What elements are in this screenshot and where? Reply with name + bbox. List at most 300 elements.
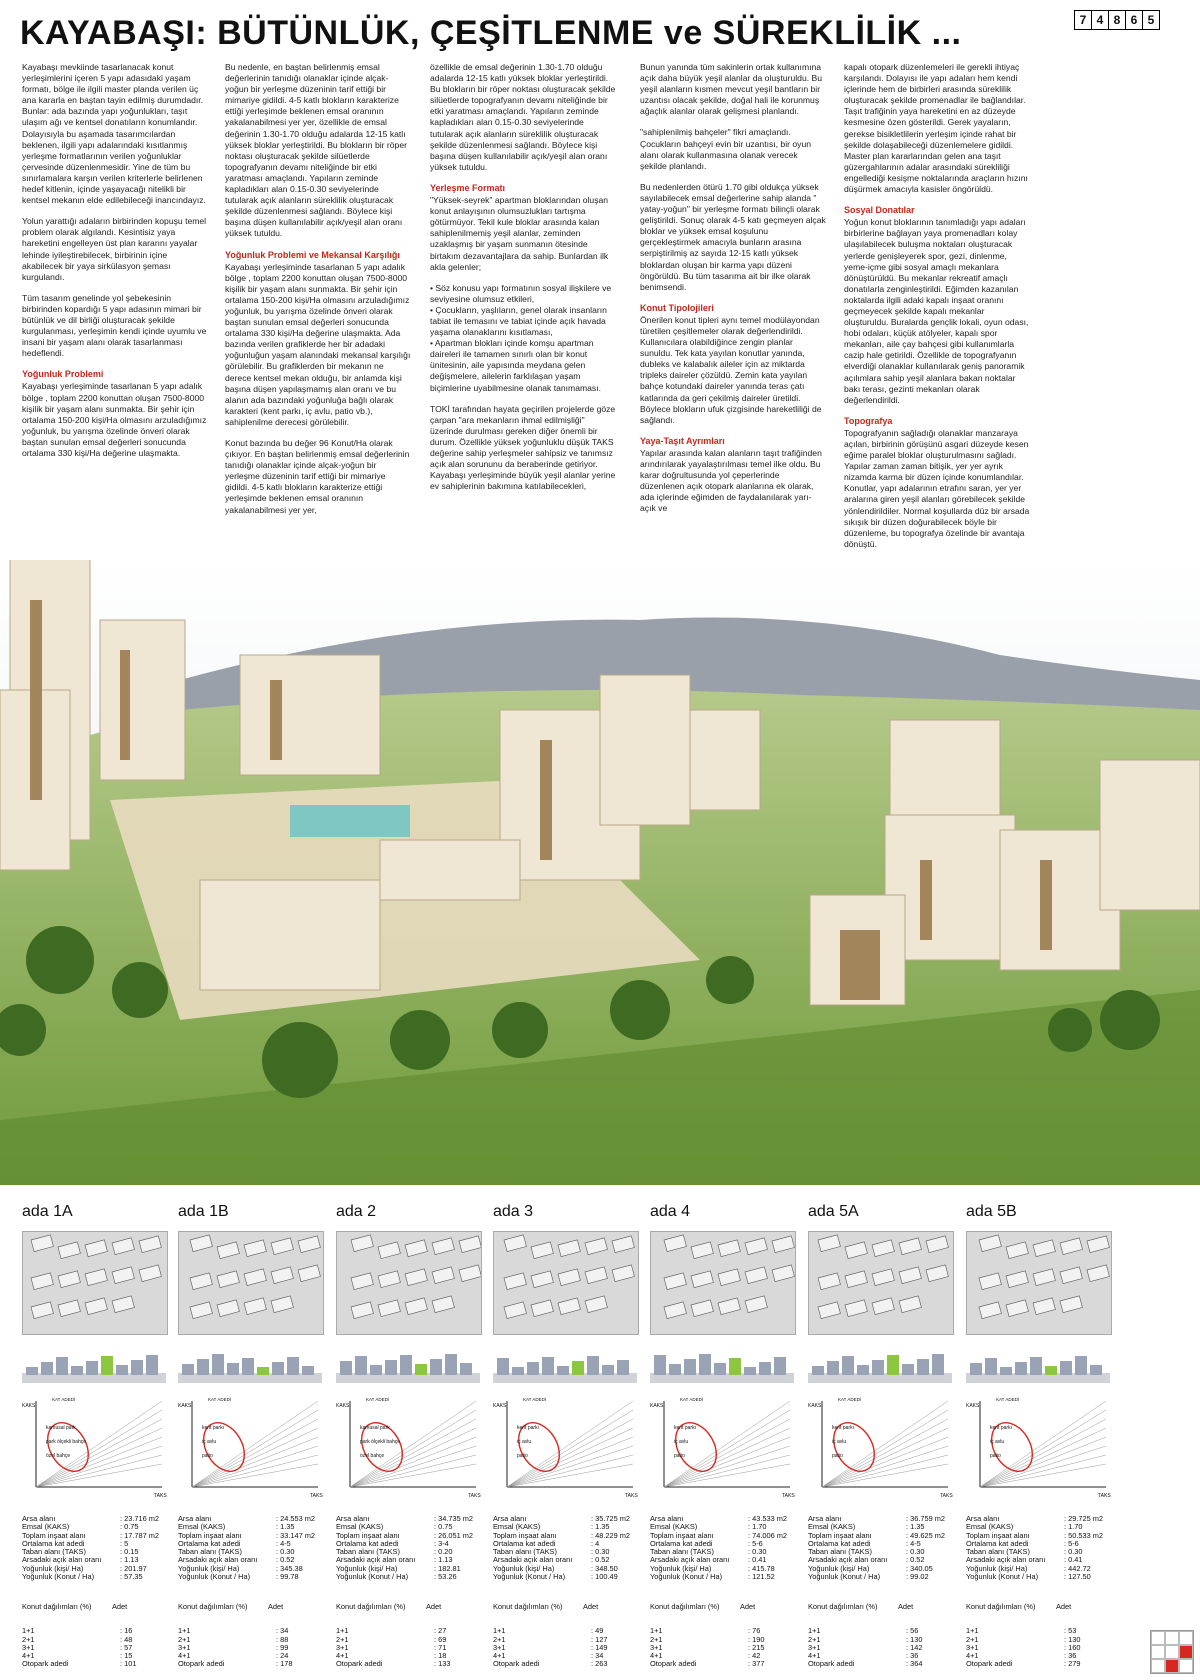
ada-stats [808, 1515, 968, 1581]
graph-top-label: KAT ADEDİ [523, 1397, 547, 1402]
distribution-count: : 364 [906, 1659, 923, 1669]
stat-label: Taban alanı (TAKS) [650, 1547, 714, 1557]
stat-value: : 0.30 [591, 1547, 610, 1557]
distribution-unit: Adet [1056, 1602, 1072, 1611]
graph-zone-label: iç avlu [990, 1439, 1005, 1445]
stat-label: Taban alanı (TAKS) [808, 1547, 872, 1557]
graph-zone-label: patio [990, 1453, 1001, 1459]
unit-distribution [808, 1603, 968, 1669]
poster-title: KAYABAŞI: BÜTÜNLÜK, ÇEŞİTLENME ve SÜREKLİLİK ... [20, 14, 962, 52]
site-model-image [966, 1231, 1112, 1335]
distribution-row [493, 1627, 653, 1635]
distribution-type: Otopark adedi [808, 1659, 855, 1669]
stat-value: : 0.75 [120, 1522, 139, 1532]
site-model-image [336, 1231, 482, 1335]
text-columns [22, 62, 1182, 622]
stat-value: : 36.759 m2 [906, 1514, 946, 1523]
distribution-type: 2+1 [22, 1634, 35, 1644]
graph-zone-label: özel bahçe [360, 1453, 385, 1459]
distribution-type: 3+1 [966, 1642, 979, 1652]
stat-value: : 53.26 [434, 1572, 457, 1582]
unit-distribution [178, 1603, 338, 1669]
paragraph: "Yüksek-seyrek" apartman bloklarından oluşan konut anlayışının olumsuzlukları tartışma götürmüyor. Tekil kule bloklar arasında kalan sahiplenilmemiş yeşil alanlar, zeminden uzaklaşmış bir yaşam sunmanın ötesinde birtakım dezavantajlara da sahip. Bunlardan ilk akla gelenler; [430, 195, 609, 272]
distribution-type: Otopark adedi [650, 1659, 697, 1669]
stat-label: Arsa alanı [966, 1514, 1000, 1523]
distribution-count: : 56 [906, 1626, 919, 1636]
stat-value: : 5 [120, 1538, 129, 1548]
ada-title: ada 5A [808, 1203, 859, 1220]
stat-label: Toplam inşaat alanı [22, 1530, 86, 1540]
paragraph: özellikle de emsal değerinin 1.30-1.70 olduğu adalarda 12-15 katlı yüksek bloklar yerleştirildi. Bu blokların bir röper noktası oluşturacak şekilde silüetlerde topografyanın devamı niteliğinde bir etki yaratması amaçlandı. Yapıların zeminde kapladıkları alan 0.15-0.30 seviyelerinde tutularak açık alanların süreklilik oluşturacak şekilde düzenlenmesi sağlandı. Böylece kişi başına düşen kullanılabilir açık/yeşil alan oranı yüksek tutuldu. [430, 62, 616, 172]
stat-value: : 1.35 [276, 1522, 295, 1532]
distribution-row [22, 1636, 182, 1644]
stat-value: : 1.35 [591, 1522, 610, 1532]
stat-label: Arsa alanı [808, 1514, 842, 1523]
distribution-type: Otopark adedi [22, 1659, 69, 1669]
site-model-image [178, 1231, 324, 1335]
distribution-count: : 178 [276, 1659, 293, 1669]
distribution-count: : 49 [591, 1626, 604, 1636]
paragraph: kapalı otopark düzenlemeleri ile gerekli ihtiyaç karşılandı. Dolayısı ile yapı adaları hem kendi içlerinde hem de birbirleri arasında süreklilik oluşturacak şekilde promenadlar ile bağlandılar. Taşıt trafiğinin yaya hareketini en az düzeyde kesmesine özen gösterildi. Gerek yayaların, gerekse bisikletlilerin yerleşim içinde rahat bir şekilde dolaşabileceği düzenlemelere gidildi. Master plan kararlarından gelen ana taşıt güzergahlarının adalar arasındaki sürekliliği engellediği kesişme noktalarında araçların hızını düşürmek amacıyla kasisler öngörüldü. [844, 62, 1028, 195]
stat-label: Yoğunluk (kişi/ Ha) [966, 1563, 1028, 1573]
graph-zone-label: patio [517, 1453, 528, 1459]
graph-zone-label: iç avlu [202, 1439, 217, 1445]
density-graph [808, 1395, 968, 1505]
stat-value: : 442.72 [1064, 1563, 1091, 1573]
distribution-label: Konut dağılımları (%) [22, 1602, 92, 1611]
graph-zone-label: patio [202, 1453, 213, 1459]
stat-label: Ortalama kat adedi [22, 1538, 85, 1548]
distribution-type: 3+1 [336, 1642, 349, 1652]
distribution-type: 3+1 [493, 1642, 506, 1652]
graph-y-label: KAKS [22, 1403, 36, 1409]
distribution-count: : 377 [748, 1659, 765, 1669]
graph-top-label: KAT ADEDİ [208, 1397, 232, 1402]
stat-label: Toplam inşaat alanı [808, 1530, 872, 1540]
distribution-count: : 149 [591, 1642, 608, 1652]
distribution-count: : 34 [591, 1651, 604, 1661]
stat-label: Yoğunluk (Konut / Ha) [336, 1572, 409, 1582]
distribution-count: : 24 [276, 1651, 289, 1661]
graph-zone-label: park ölçekli bahçe [360, 1439, 401, 1445]
graph-zone-label: kamusal park [46, 1425, 76, 1431]
corner-grid-mark [1150, 1630, 1194, 1674]
distribution-count: : 36 [906, 1651, 919, 1661]
stat-value: : 4-5 [276, 1538, 291, 1548]
graph-y-label: KAKS [178, 1403, 192, 1409]
graph-y-label: KAKS [650, 1403, 664, 1409]
stat-value: : 1.70 [1064, 1522, 1083, 1532]
stat-label: Arsadaki açık alan oranı [493, 1555, 573, 1565]
distribution-count: : 42 [748, 1651, 761, 1661]
stat-value: : 4 [591, 1538, 600, 1548]
distribution-row [650, 1627, 810, 1635]
stat-label: Toplam inşaat alanı [966, 1530, 1030, 1540]
distribution-header [966, 1603, 1126, 1611]
distribution-type: 4+1 [808, 1651, 821, 1661]
graph-top-label: KAT ADEDİ [366, 1397, 390, 1402]
stat-label: Arsadaki açık alan oranı [966, 1555, 1046, 1565]
stat-label: Ortalama kat adedi [966, 1538, 1029, 1548]
distribution-row [650, 1636, 810, 1644]
stat-label: Arsadaki açık alan oranı [22, 1555, 102, 1565]
paragraph: • Söz konusu yapı formatının sosyal ilişkilere ve seviyesine olumsuz etkileri, • Çocukların, yaşlıların, genel olarak insanların tabiat ile temasını ve tabiat içinde açık havada yaşama olanaklarını kısıtlaması, • Apartman blokları içinde komşu apartman daireleri ile tamamen sınırlı olan bir konut ünitesinin, aile yapısında meydana gelen değişmelere, ailelerin farklılaşan yaşam biçimlerine uyabilmesine olanak tanımaması. [430, 282, 612, 393]
graph-zone-label: iç avlu [517, 1439, 532, 1445]
stat-label: Yoğunluk (Konut / Ha) [493, 1572, 566, 1582]
stat-value: : 50.533 m2 [1064, 1530, 1104, 1540]
paragraph: Yapılar arasında kalan alanların taşıt trafiğinden arındırılarak yayalaştırılması temel ilke oldu. Bu karar doğrultusunda yol çeperlerinde düzenlenen açık otopark alanlarına ek olarak, ada içlerinde eğimden de faydalanılarak yarı-açık ve [640, 447, 822, 514]
section-heading: Topografya [844, 415, 893, 426]
density-graph [493, 1395, 653, 1505]
stat-value: : 121.52 [748, 1572, 775, 1582]
unit-distribution [493, 1603, 653, 1669]
distribution-type: 4+1 [336, 1651, 349, 1661]
distribution-type: 3+1 [808, 1642, 821, 1652]
code-digit: 8 [1109, 11, 1126, 29]
stat-value: : 23.716 m2 [120, 1514, 160, 1523]
aerial-rendering [0, 560, 1200, 1185]
stat-value: : 0.75 [434, 1522, 453, 1532]
ada-stats [966, 1515, 1126, 1581]
ada-title: ada 3 [493, 1203, 534, 1220]
distribution-count: : 76 [748, 1626, 761, 1636]
stat-label: Yoğunluk (Konut / Ha) [178, 1572, 251, 1582]
paragraph: Konut bazında bu değer 96 Konut/Ha olarak çıkıyor. En baştan belirlenmiş emsal değerlerinin tanıdığı olanaklar içinde alçak-yoğun bir yerleşme düzeninin tarif ettiği bir mimariye gidildi. 4-5 katlı blokların karakterize ettiği yerleşimde beklenen emsal oranının yakalanabilmesi yer yer, [225, 438, 410, 515]
stat-value: : 5-6 [1064, 1538, 1079, 1548]
stat-value: : 0.52 [276, 1555, 295, 1565]
text-column [844, 62, 1030, 626]
paragraph: Bu nedenle, en baştan belirlenmiş emsal değerlerinin tanıdığı olanaklar içinde alçak-yoğun bir yerleşme düzeninin tarif ettiği bir mimariye gidildi. 4-5 katlı blokların karakterize ettiği yerleşimde beklenen emsal oranının yakalanabilmesi yer yer, özellikle de emsal değerinin 1.30-1.70 olduğu adalarda 12-15 katlı yüksek bloklar yerleştirildi. Bu blokların bir röper noktası oluşturacak şekilde silüetlerde topografyanın devamı niteliğinde bir etki yaratması amaçlandı. Yapıların zeminde kapladıkları alan 0.15-0.30 seviyelerinde tutularak açık alanların süreklilik oluşturacak şekilde düzenlenmesi sağlandı. Böylece kişi başına düşen kullanılabilir açık/yeşil alan oranı yüksek tutuldu. [225, 62, 407, 239]
stat-label: Emsal (KAKS) [650, 1522, 698, 1532]
stat-value: : 5-6 [748, 1538, 763, 1548]
stat-label: Emsal (KAKS) [336, 1522, 384, 1532]
distribution-type: 1+1 [336, 1626, 349, 1636]
unit-distribution [22, 1603, 182, 1669]
stat-label: Yoğunluk (kişi/ Ha) [22, 1563, 84, 1573]
skyline-silhouette [808, 1345, 952, 1383]
distribution-type: 4+1 [650, 1651, 663, 1661]
distribution-row [966, 1644, 1126, 1652]
text-column [225, 62, 411, 526]
distribution-count: : 142 [906, 1642, 923, 1652]
paragraph: Önerilen konut tipleri aynı temel modülayondan türetilen çeşitlemeler olarak değerlendirildi. Kullanıcılara olabildiğince zengin planlar sunuldu. Tek kata yayılan konutlar yanında, dubleks ve kalabalık aileler için az miktarda tripleks daireler çözüldü. Zemin kata yayılan bahçe kotundaki daireler yanında teras çatı katlarında da geri çekilmiş daireler üretildi. Böylece blokların ufuk çizgisinde hareketliliği de sağlandı. [640, 314, 822, 425]
distribution-count: : 69 [434, 1634, 447, 1644]
distribution-row [808, 1644, 968, 1652]
stat-label: Taban alanı (TAKS) [493, 1547, 557, 1557]
distribution-count: : 130 [906, 1634, 923, 1644]
distribution-row [966, 1636, 1126, 1644]
distribution-row [178, 1636, 338, 1644]
distribution-unit: Adet [112, 1602, 128, 1611]
stat-value: : 24.553 m2 [276, 1514, 316, 1523]
graph-y-label: KAKS [966, 1403, 980, 1409]
paragraph: Bunun yanında tüm sakinlerin ortak kullanımına açık daha büyük yeşil alanlar da oluşturuldu. Bu yeşil alanların kısmen mevcut yeşil bantların bir uzantısı olacak şekilde, doğal hali ile korunmuş ağaçlık alanlar olarak gelişmesi planlandı. [640, 62, 823, 117]
ada-stats [336, 1515, 496, 1581]
distribution-row [808, 1660, 968, 1668]
distribution-row [336, 1636, 496, 1644]
stat-value: : 34.735 m2 [434, 1514, 474, 1523]
stat-value: : 17.787 m2 [120, 1530, 160, 1540]
paragraph: Topografyanın sağladığı olanaklar manzaraya açılan, birbirinin görüşünü asgari düzeyde kesen eğime paralel bloklar oluşturulmasını sağladı. Yapılar zaman zaman bitişik, yer yer ayrık nizamda karma bir düzen içinde konumlandılar. Konutlar, yapı adalarının etrafını saran, yer yer aralarına giren yeşil alanları görebilecek şekilde yönlendirildiler. Normal koşullarda düz bir arsada sıkışık bir düzen doğurabilecek böyle bir düzenleme, bu topografya özelinde bir avantaja dönüştü. [844, 427, 1030, 549]
section-heading: Yaya-Taşıt Ayrımları [640, 435, 725, 446]
section-heading: Sosyal Donatılar [844, 205, 915, 216]
graph-x-label: TAKS [940, 1493, 953, 1499]
skyline-silhouette [650, 1345, 794, 1383]
stat-label: Arsadaki açık alan oranı [808, 1555, 888, 1565]
density-graph [336, 1395, 496, 1505]
stat-value: : 1.13 [434, 1555, 453, 1565]
code-digit: 6 [1126, 11, 1143, 29]
paragraph: Yoğun konut bloklarının tanımladığı yapı adaları birbirlerine bağlayan yaya promenadları kolay ulaşılabilecek buluşma noktaları oluşturacak yerlerde genişleyerek spor, gezi, dinlenme, yeme-içme gibi sosyal amaçlı mekanlara dönüştürüldü. Bu mekanlar rekreatif amaçlı donatılarla zenginleştirildi. Eğimden kazanılan noktalarda ilgili adaki kapalı inşaat oranını geçmeyecek şekilde kapalı mekanlar oluşturuldu. Buralarda gençlik lokali, oyun odası, hobi odaları, küçük atölyeler, kapalı spor mekanları, aile çay bahçesi gibi kullanımlarla cazip hale getirildi. Özellikle de topografyanın elverdiği olanaklar kullanılarak geniş panoramik açılımlara sahip yeşil alanlara bakan noktalar bakı terası, gezinti mekanları olarak değerlendirildi. [844, 217, 1029, 405]
distribution-row [808, 1627, 968, 1635]
graph-top-label: KAT ADEDİ [680, 1397, 704, 1402]
stat-row [22, 1573, 182, 1581]
stat-label: Arsadaki açık alan oranı [178, 1555, 258, 1565]
distribution-count: : 53 [1064, 1626, 1077, 1636]
distribution-count: : 263 [591, 1659, 608, 1669]
paragraph: Bu nedenlerden ötürü 1.70 gibi oldukça yüksek sayılabilecek emsal değerlerine sahip alanda " yatay-yoğun" bir yerleşme formatı bilinçli olarak geliştirildi. Sonuç olarak 4-5 katı geçmeyen alçak bloklar ve yüksek emsal koşulunu gerçekleştirmek amacıyla bunların arasına serpiştirilmiş az sayıda 12-15 katlı yüksek bloklardan oluşan bir karma yapı düzeni öngörüldü. Bu tüm tasarıma ait bir ilke olarak benimsendi. [640, 181, 826, 292]
distribution-row [22, 1660, 182, 1668]
stat-value: : 29.725 m2 [1064, 1514, 1104, 1523]
stat-label: Arsa alanı [650, 1514, 684, 1523]
stat-label: Toplam inşaat alanı [178, 1530, 242, 1540]
stat-value: : 201.97 [120, 1563, 147, 1573]
density-graph [650, 1395, 810, 1505]
graph-y-label: KAKS [493, 1403, 507, 1409]
distribution-count: : 88 [276, 1634, 289, 1644]
distribution-count: : 133 [434, 1659, 451, 1669]
stat-label: Ortalama kat adedi [493, 1538, 556, 1548]
density-graph [178, 1395, 338, 1505]
ada-title: ada 5B [966, 1203, 1017, 1220]
graph-zone-label: park ölçekli bahçe [46, 1439, 87, 1445]
stat-value: : 4-5 [906, 1538, 921, 1548]
distribution-count: : 130 [1064, 1634, 1081, 1644]
distribution-type: 4+1 [493, 1651, 506, 1661]
stat-label: Yoğunluk (Konut / Ha) [650, 1572, 723, 1582]
ada-title: ada 4 [650, 1203, 691, 1220]
stat-value: : 3-4 [434, 1538, 449, 1548]
distribution-unit: Adet [740, 1602, 756, 1611]
stat-value: : 0.41 [748, 1555, 767, 1565]
stat-value: : 1.13 [120, 1555, 139, 1565]
stat-value: : 0.41 [1064, 1555, 1083, 1565]
paragraph: Kayabaşı mevkiinde tasarlanacak konut yerleşimlerini içeren 5 yapı adasıdaki yaşam formatı, bölge ile ilgili master planda verilen üç ana kararla en baştan tayin edilmiş durumdadır. Bunlar: ada bazında yapı yoğunlukları, taşıt ulaşım ağı ve kentsel donatıların konumlandır. Dolayısıyla bu aşamada tasarımcılardan beklenen, ilgili yapı adalarındaki kısıtlanmış yerleşme formatlarının verilen yoğunluklar çervesinde düzenlenmesidir. Yine de tüm bu sınırlamalara karşın verilen kriterlerle belirlenen hedef kitlenin, içinde yaşayacağı nitelikli bir kentsel mekanın elde edilebileceği inancındayız. [22, 62, 206, 206]
skyline-silhouette [22, 1345, 166, 1383]
paragraph: Yolun yarattığı adaların birbirinden kopuşu temel problem olarak algılandı. Kesintisiz yaya hareketini engelleyen üst plan kararını yayalar lehinde iyileştirebilecek, birbirinin içine akabilecek bir yaya sirkülasyon şeması kurgulandı. [22, 216, 207, 282]
section-heading: Yoğunluk Problemi [22, 369, 104, 380]
distribution-row [178, 1644, 338, 1652]
distribution-label: Konut dağılımları (%) [966, 1602, 1036, 1611]
distribution-count: : 18 [434, 1651, 447, 1661]
graph-zone-label: özel bahçe [46, 1453, 71, 1459]
distribution-type: 1+1 [808, 1626, 821, 1636]
graph-top-label: KAT ADEDİ [838, 1397, 862, 1402]
ada-title: ada 1A [22, 1203, 73, 1220]
distribution-type: 4+1 [966, 1651, 979, 1661]
stat-label: Ortalama kat adedi [336, 1538, 399, 1548]
distribution-count: : 279 [1064, 1659, 1081, 1669]
skyline-silhouette [966, 1345, 1110, 1383]
stat-label: Ortalama kat adedi [650, 1538, 713, 1548]
stat-value: : 33.147 m2 [276, 1530, 316, 1540]
stat-label: Arsa alanı [178, 1514, 212, 1523]
distribution-count: : 71 [434, 1642, 447, 1652]
distribution-type: 4+1 [22, 1651, 35, 1661]
distribution-row [22, 1644, 182, 1652]
unit-distribution [650, 1603, 810, 1669]
graph-zone-label: patio [832, 1453, 843, 1459]
stat-label: Emsal (KAKS) [178, 1522, 226, 1532]
distribution-unit: Adet [426, 1602, 442, 1611]
distribution-row [336, 1660, 496, 1668]
distribution-row [493, 1660, 653, 1668]
stat-label: Yoğunluk (kişi/ Ha) [336, 1563, 398, 1573]
site-model-image [22, 1231, 168, 1335]
stat-value: : 345.38 [276, 1563, 303, 1573]
distribution-row [966, 1660, 1126, 1668]
graph-y-label: KAKS [336, 1403, 350, 1409]
stat-value: : 415.78 [748, 1563, 775, 1573]
site-model-image [650, 1231, 796, 1335]
graph-zone-label: kent parkı [832, 1425, 854, 1431]
distribution-type: 3+1 [22, 1642, 35, 1652]
distribution-row [966, 1627, 1126, 1635]
stat-value: : 0.30 [906, 1547, 925, 1557]
stat-label: Toplam inşaat alanı [336, 1530, 400, 1540]
stat-value: : 43.533 m2 [748, 1514, 788, 1523]
paragraph: Tüm tasarım genelinde yol şebekesinin birbirinden kopardığı 5 yapı adasının mimari bir bütünlük ve dil birliği oluşturacak şekilde kurgulanması, yerleşimin kendi içinde uyumlu ve insani bir yaşam alanı olarak tasarlanması hedeflendi. [22, 292, 207, 359]
density-graph [22, 1395, 182, 1505]
stat-value: : 0.52 [906, 1555, 925, 1565]
graph-y-label: KAKS [808, 1403, 822, 1409]
unit-distribution [966, 1603, 1126, 1669]
ada-stats [22, 1515, 182, 1581]
stat-label: Taban alanı (TAKS) [336, 1547, 400, 1557]
stat-row [336, 1573, 496, 1581]
stat-value: : 100.49 [591, 1572, 618, 1582]
stat-label: Arsadaki açık alan oranı [336, 1555, 416, 1565]
skyline-silhouette [493, 1345, 637, 1383]
graph-top-label: KAT ADEDİ [52, 1397, 76, 1402]
ada-stats [650, 1515, 810, 1581]
distribution-count: : 16 [120, 1626, 133, 1636]
distribution-type: 2+1 [178, 1634, 191, 1644]
stat-value: : 127.50 [1064, 1572, 1091, 1582]
distribution-count: : 57 [120, 1642, 133, 1652]
rendering-image [0, 560, 1200, 1185]
distribution-type: Otopark adedi [966, 1659, 1013, 1669]
distribution-row [336, 1627, 496, 1635]
ada-stats [178, 1515, 338, 1581]
distribution-unit: Adet [268, 1602, 284, 1611]
distribution-row [493, 1636, 653, 1644]
site-model-image [493, 1231, 639, 1335]
stat-label: Ortalama kat adedi [178, 1538, 241, 1548]
distribution-row [650, 1644, 810, 1652]
stat-row [808, 1573, 968, 1581]
distribution-type: 1+1 [650, 1626, 663, 1636]
distribution-header [808, 1603, 968, 1611]
stat-row [966, 1573, 1126, 1581]
distribution-type: Otopark adedi [178, 1659, 225, 1669]
stat-label: Taban alanı (TAKS) [178, 1547, 242, 1557]
stat-label: Yoğunluk (kişi/ Ha) [178, 1563, 240, 1573]
section-heading: Konut Tipolojileri [640, 302, 714, 313]
stat-value: : 26.051 m2 [434, 1530, 474, 1540]
stat-label: Emsal (KAKS) [493, 1522, 541, 1532]
stat-label: Yoğunluk (kişi/ Ha) [493, 1563, 555, 1573]
graph-x-label: TAKS [154, 1493, 167, 1499]
distribution-type: 1+1 [22, 1626, 35, 1636]
distribution-count: : 15 [120, 1651, 133, 1661]
graph-zone-label: iç avlu [674, 1439, 689, 1445]
stat-label: Yoğunluk (Konut / Ha) [966, 1572, 1039, 1582]
skyline-silhouette [178, 1345, 322, 1383]
distribution-count: : 190 [748, 1634, 765, 1644]
stat-value: : 99.78 [276, 1572, 299, 1582]
stat-label: Yoğunluk (kişi/ Ha) [650, 1563, 712, 1573]
distribution-unit: Adet [583, 1602, 599, 1611]
ada-title: ada 2 [336, 1203, 377, 1220]
section-heading: Yerleşme Formatı [430, 182, 506, 193]
distribution-count: : 27 [434, 1626, 447, 1636]
skyline-silhouette [336, 1345, 480, 1383]
paragraph: "sahiplenilmiş bahçeler" fikri amaçlandı. Çocukların bahçeyi evin bir uzantısı, bir oyun alanı olarak kullanmasına olanak verecek şekilde planlandı. [640, 127, 812, 171]
stat-value: : 0.20 [434, 1547, 453, 1557]
stat-value: : 0.30 [748, 1547, 767, 1557]
graph-x-label: TAKS [468, 1493, 481, 1499]
stat-value: : 99.02 [906, 1572, 929, 1582]
distribution-label: Konut dağılımları (%) [808, 1602, 878, 1611]
distribution-header [650, 1603, 810, 1611]
ada-panels [0, 1203, 1200, 1680]
distribution-count: : 36 [1064, 1651, 1077, 1661]
stat-label: Yoğunluk (Konut / Ha) [22, 1572, 95, 1582]
distribution-header [178, 1603, 338, 1611]
paragraph: Kayabaşı yerleşiminde tasarlanan 5 yapı adalık bölge , toplam 2200 konuttan oluşan 7500-8000 kişilik bir yaşam alanı sunmakta. Bir şehir için ortalama 150-200 kişi/Ha olmasını arzuladığımız yoğunluk, bu yarışma özelinde önveri olarak baştan sunulan emsal değerleri sonucunda ortalama 330 kişi/Ha değerine ulaşmakta. [22, 381, 207, 458]
distribution-count: : 160 [1064, 1642, 1081, 1652]
distribution-type: 1+1 [493, 1626, 506, 1636]
distribution-type: 2+1 [336, 1634, 349, 1644]
stat-value: : 0.30 [276, 1547, 295, 1557]
stat-value: : 48.229 m2 [591, 1530, 631, 1540]
graph-top-label: KAT ADEDİ [996, 1397, 1020, 1402]
graph-zone-label: kamusal park [360, 1425, 390, 1431]
stat-label: Arsa alanı [336, 1514, 370, 1523]
stat-label: Arsa alanı [493, 1514, 527, 1523]
entry-code [1074, 10, 1160, 30]
distribution-label: Konut dağılımları (%) [178, 1602, 248, 1611]
stat-label: Arsa alanı [22, 1514, 56, 1523]
distribution-type: 2+1 [808, 1634, 821, 1644]
stat-label: Emsal (KAKS) [808, 1522, 856, 1532]
distribution-label: Konut dağılımları (%) [650, 1602, 720, 1611]
text-column [22, 62, 208, 469]
stat-label: Taban alanı (TAKS) [22, 1547, 86, 1557]
distribution-type: Otopark adedi [336, 1659, 383, 1669]
distribution-label: Konut dağılımları (%) [493, 1602, 563, 1611]
stat-value: : 1.35 [906, 1522, 925, 1532]
stat-value: : 0.30 [1064, 1547, 1083, 1557]
stat-value: : 182.81 [434, 1563, 461, 1573]
stat-label: Taban alanı (TAKS) [966, 1547, 1030, 1557]
stat-label: Emsal (KAKS) [22, 1522, 70, 1532]
stat-row [650, 1573, 810, 1581]
stat-value: : 1.70 [748, 1522, 767, 1532]
distribution-row [22, 1627, 182, 1635]
distribution-type: 2+1 [966, 1634, 979, 1644]
